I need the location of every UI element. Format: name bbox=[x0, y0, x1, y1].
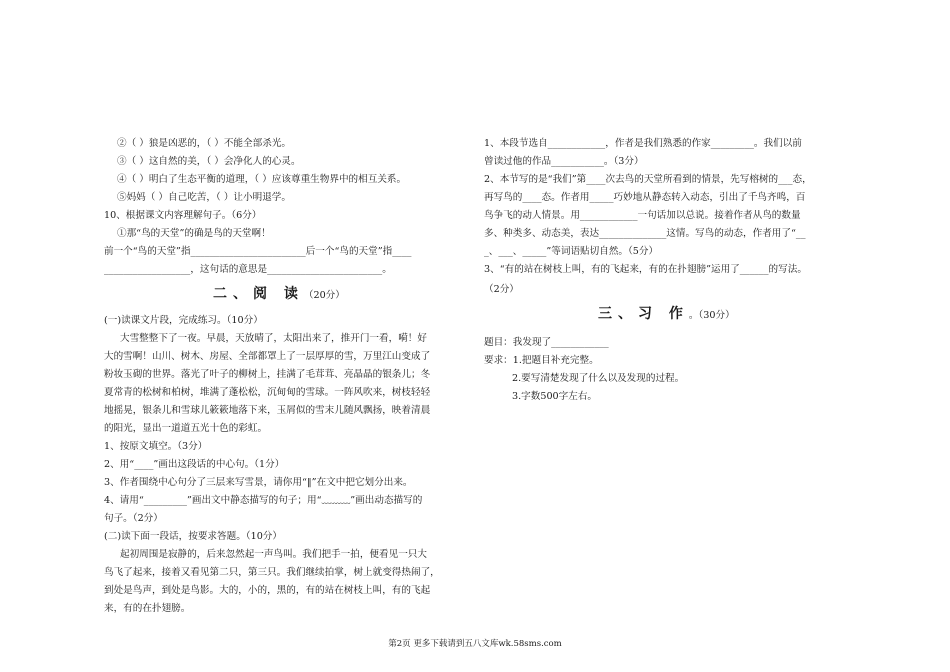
text-line: ③（ ）这自然的美，（ ）会净化人的心灵。 bbox=[117, 156, 301, 167]
text-line: 题目：我发现了____________ bbox=[484, 337, 609, 348]
question-10: 10、根据课文内容理解句子。（6分） bbox=[104, 210, 262, 221]
passage-line: 地摇晃，银条儿和雪球儿簌簌地落下来，玉屑似的雪末儿随风飘扬，映着清晨 bbox=[104, 405, 431, 416]
text-line: 1、本段节选自____________，作者是我们熟悉的作家_________。我们以前 bbox=[484, 138, 802, 149]
text-line: 3、作者围绕中心句分了三层来写雪景，请你用“‖”在文中把它划分出来。 bbox=[104, 477, 413, 488]
passage-line: 的阳光，显出一道道五光十色的彩虹。 bbox=[104, 423, 268, 434]
passage-line: 起初周围是寂静的，后来忽然起一声鸟叫。我们把手一拍，便看见一只大 bbox=[120, 549, 427, 560]
subsection-1: (一)读课文片段，完成练习。（10分） bbox=[104, 315, 263, 326]
text-line: 鸟争飞的动人情景。用____________一句话加以总说。接着作者从鸟的数量 bbox=[484, 210, 801, 221]
text-line: 3.字数500字左右。 bbox=[512, 391, 598, 402]
text-line: 前一个“鸟的天堂”指________________________后一个“鸟的天堂”指____ bbox=[104, 246, 412, 257]
section-title-reading: 二、阅 读（20分） bbox=[213, 286, 345, 302]
text-line: 3、“有的站在树枝上叫，有的飞起来，有的在扑翅膀”运用了______的写法。 bbox=[484, 264, 807, 275]
text-line: 句子。（2分） bbox=[104, 513, 163, 524]
subsection-2: (二)读下面一段话，按要求答题。（10分） bbox=[104, 531, 282, 542]
text-line: 4、请用“_________”画出文中静态描写的句子；用“﹏﹏﹏”画出动态描写的 bbox=[104, 495, 423, 506]
passage-line: 到处是鸟声，到处是鸟影。大的，小的，黑的，有的站在树枝上叫，有的飞起 bbox=[104, 585, 431, 596]
text-line: ②（ ）狼是凶恶的，（ ）不能全部杀光。 bbox=[117, 138, 291, 149]
text-line: ①那“鸟的天堂”的确是鸟的天堂啊！ bbox=[117, 228, 271, 239]
text-line: 多、种类多、动态美，表达______________这情。写鸟的动态，作者用了“__ bbox=[484, 228, 806, 239]
text-line: 曾读过他的作品___________。（3分） bbox=[484, 156, 644, 167]
text-line: 再写鸟的____态。作者用_____巧妙地从静态转入动态，引出了千鸟齐鸣，百 bbox=[484, 192, 806, 203]
text-line: __________________，这句话的意思是________________________。 bbox=[104, 264, 392, 275]
text-line: _、___、_____”等词语贴切自然。（5分） bbox=[484, 246, 659, 257]
passage-line: 大雪整整下了一夜。早晨，天放晴了，太阳出来了，推开门一看，嗬！好 bbox=[120, 333, 427, 344]
section-title-writing: 三、习 作。（30分） bbox=[598, 306, 735, 322]
text-line: 1、按原文填空。（3分） bbox=[104, 441, 208, 452]
text-line: （2分） bbox=[484, 284, 519, 295]
text-line: 2、本节写的是“我们”第____次去鸟的天堂所看到的情景，先写榕树的___态， bbox=[484, 174, 812, 185]
passage-line: 夏常青的松树和柏树，堆满了蓬松松，沉甸甸的雪球。一阵风吹来，树枝轻轻 bbox=[104, 387, 431, 398]
passage-line: 大的雪啊！山川、树木、房屋、全部都罩上了一层厚厚的雪，万里江山变成了 bbox=[104, 351, 431, 362]
text-line: 2.要写清楚发现了什么以及发现的过程。 bbox=[512, 373, 685, 384]
passage-line: 鸟飞了起来，接着又看见第二只，第三只。我们继续拍掌，树上就变得热闹了， bbox=[104, 567, 440, 578]
text-line: 2、用“____”画出这段话的中心句。（1分） bbox=[104, 459, 285, 470]
text-line: ⑤妈妈（ ）自己吃苦，（ ）让小明退学。 bbox=[117, 192, 291, 203]
text-line: 要求：1.把题目补充完整。 bbox=[484, 355, 599, 366]
page-footer: 第2页 更多下载请到五八文库wk.58sms.com bbox=[388, 639, 562, 649]
passage-line: 粉妆玉砌的世界。落光了叶子的柳树上，挂满了毛茸茸、亮晶晶的银条儿；冬 bbox=[104, 369, 431, 380]
passage-line: 来，有的在扑翅膀。 bbox=[104, 603, 191, 614]
text-line: ④（ ）明白了生态平衡的道理，（ ）应该尊重生物界中的相互关系。 bbox=[117, 174, 407, 185]
